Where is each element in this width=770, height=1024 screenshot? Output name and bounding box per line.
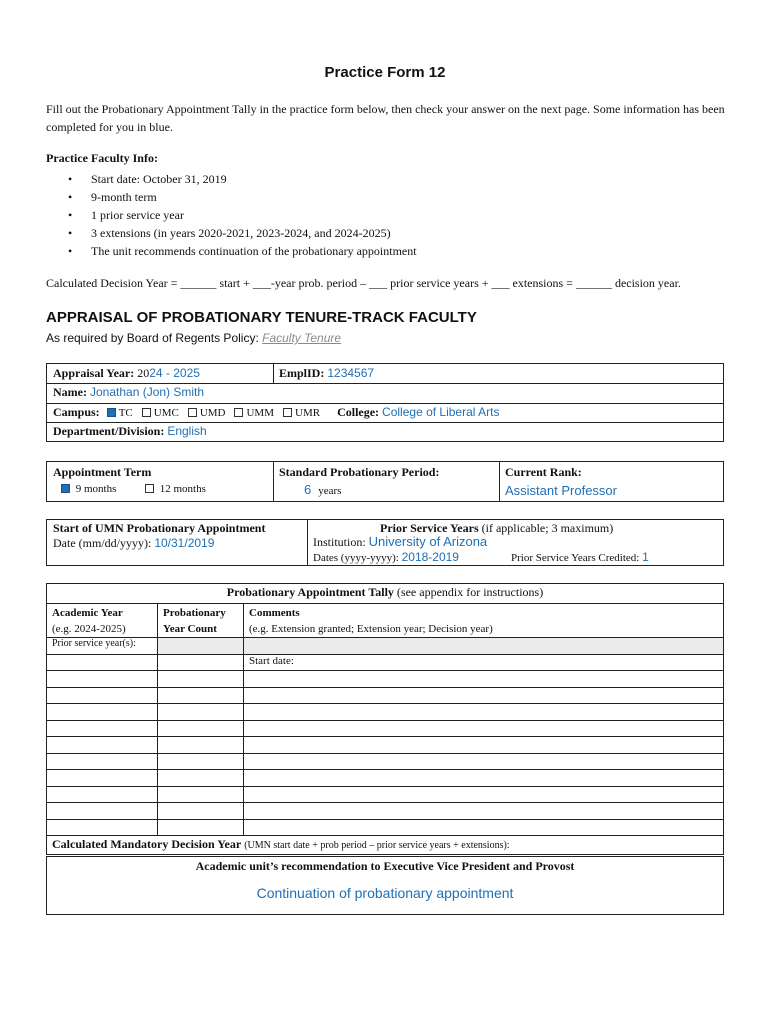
term-12-months-option[interactable]: 12 months (145, 483, 206, 495)
standard-period-value: 6 (304, 482, 312, 497)
table-cell[interactable] (158, 737, 244, 754)
credited-value: 1 (642, 550, 649, 564)
divider (499, 462, 500, 501)
current-rank-value[interactable]: Assistant Professor (505, 483, 617, 498)
faculty-info-list (46, 170, 417, 260)
table-cell[interactable] (244, 687, 724, 704)
table-row (47, 604, 724, 638)
appraisal-year-prefix: 20 (137, 366, 150, 380)
table-row (47, 770, 724, 787)
checkbox-icon[interactable] (188, 408, 197, 417)
policy-line (46, 331, 341, 345)
start-date-field[interactable] (53, 536, 214, 551)
column-header-year-count: Probationary Year Count (158, 604, 244, 638)
checkbox-checked-icon[interactable] (61, 484, 70, 493)
campus-label: Campus: (53, 405, 100, 419)
campus-field (53, 405, 499, 420)
table-cell[interactable] (158, 770, 244, 787)
faculty-tenure-link[interactable]: Faculty Tenure (262, 331, 342, 345)
checkbox-icon[interactable] (234, 408, 243, 417)
divider (47, 383, 723, 384)
table-row (47, 704, 724, 721)
table-row (47, 584, 724, 604)
table-cell[interactable] (47, 671, 158, 688)
campus-umr-option[interactable]: UMR (283, 407, 320, 419)
table-row (47, 737, 724, 754)
divider (47, 422, 723, 423)
table-cell[interactable] (158, 638, 244, 655)
prior-dates-field[interactable] (313, 550, 459, 564)
intro-paragraph: Fill out the Probationary Appointment Tally in the practice form below, then check your answer on the next page. Some information has been completed for you in blue. (46, 102, 725, 134)
divider (273, 364, 274, 383)
table-cell[interactable] (244, 704, 724, 721)
checkbox-icon[interactable] (283, 408, 292, 417)
table-cell[interactable] (158, 720, 244, 737)
table-row (47, 654, 724, 671)
page-title: Practice Form 12 (324, 64, 446, 81)
table-cell[interactable] (158, 803, 244, 820)
appointment-term-label: Appointment Term (53, 465, 152, 479)
table-cell[interactable] (244, 737, 724, 754)
table-cell[interactable] (158, 654, 244, 671)
institution-field[interactable] (313, 534, 487, 550)
table-cell[interactable] (158, 704, 244, 721)
table-cell[interactable] (47, 753, 158, 770)
column-header-comments: Comments (e.g. Extension granted; Extension year; Decision year) (244, 604, 724, 638)
institution-label: Institution: (313, 535, 366, 549)
prior-service-row-label: Prior service year(s): (47, 638, 158, 655)
checkbox-icon[interactable] (142, 408, 151, 417)
table-cell[interactable] (47, 786, 158, 803)
appraisal-year-value: 24 - 2025 (149, 366, 200, 380)
campus-umm-option[interactable]: UMM (234, 407, 274, 419)
start-date-comment[interactable]: Start date: (244, 654, 724, 671)
department-field[interactable] (53, 424, 207, 439)
calculated-mandatory-decision-year[interactable]: Calculated Mandatory Decision Year (UMN start date + prob period – prior service years + extensions): (47, 836, 724, 855)
current-rank-label: Current Rank: (505, 465, 582, 479)
table-row (47, 687, 724, 704)
table-cell[interactable] (158, 819, 244, 836)
college-label: College: (337, 405, 380, 419)
campus-umd-option[interactable]: UMD (188, 407, 226, 419)
table-cell[interactable] (244, 638, 724, 655)
prior-dates-label: Dates (yyyy-yyyy): (313, 552, 399, 564)
table-cell[interactable] (244, 803, 724, 820)
college-value[interactable]: College of Liberal Arts (382, 405, 500, 419)
list-item: • 1 prior service year (46, 206, 417, 224)
table-cell[interactable] (158, 786, 244, 803)
recommendation-heading: Academic unit’s recommendation to Executive Vice President and Provost (195, 859, 575, 873)
appraisal-info-box (46, 363, 724, 442)
table-row (47, 836, 724, 855)
table-row (47, 803, 724, 820)
prior-dates-value: 2018-2019 (401, 550, 459, 564)
table-cell[interactable] (158, 753, 244, 770)
appraisal-year-label: Appraisal Year: (53, 366, 135, 380)
table-cell[interactable] (47, 720, 158, 737)
tally-table (46, 583, 724, 855)
table-cell[interactable] (244, 671, 724, 688)
divider (47, 403, 723, 404)
table-cell[interactable] (47, 770, 158, 787)
institution-value: University of Arizona (368, 534, 488, 549)
start-date-label: Date (mm/dd/yyyy): (53, 536, 152, 550)
table-cell[interactable] (244, 720, 724, 737)
start-appointment-box (46, 519, 724, 566)
calculated-decision-year-line: Calculated Decision Year = ______ start + ___-year prob. period – ___ prior service years + ___ extensions = ______ decision year. (46, 276, 681, 290)
table-cell[interactable] (244, 753, 724, 770)
table-cell[interactable] (244, 786, 724, 803)
table-cell[interactable] (158, 687, 244, 704)
list-item: • 3 extensions (in years 2020-2021, 2023-2024, and 2024-2025) (46, 224, 417, 242)
tally-title: Probationary Appointment Tally (see appendix for instructions) (47, 584, 724, 604)
start-appointment-label: Start of UMN Probationary Appointment (53, 521, 266, 535)
table-row (47, 638, 724, 655)
standard-period-field[interactable] (304, 482, 341, 498)
table-row (47, 720, 724, 737)
checkbox-checked-icon[interactable] (107, 408, 116, 417)
table-cell[interactable] (47, 737, 158, 754)
table-cell[interactable] (47, 803, 158, 820)
name-value: Jonathan (Jon) Smith (89, 385, 205, 399)
term-9-months-option[interactable]: 9 months (61, 483, 116, 495)
checkbox-icon[interactable] (145, 484, 154, 493)
name-field[interactable] (53, 385, 204, 400)
table-row (47, 786, 724, 803)
campus-umc-option[interactable]: UMC (142, 407, 179, 419)
recommendation-value[interactable]: Continuation of probationary appointment (256, 885, 514, 901)
credited-label: Prior Service Years Credited: (511, 552, 640, 564)
divider (273, 462, 274, 501)
table-cell[interactable] (47, 704, 158, 721)
appraisal-year-field[interactable] (53, 366, 200, 381)
table-row (47, 671, 724, 688)
table-cell[interactable] (244, 770, 724, 787)
standard-period-label: Standard Probationary Period: (279, 465, 440, 479)
recommendation-box (46, 856, 724, 915)
table-row (47, 819, 724, 836)
table-cell[interactable] (47, 819, 158, 836)
campus-tc-option[interactable]: TC (107, 407, 133, 419)
table-cell[interactable] (244, 819, 724, 836)
list-item: • The unit recommends continuation of the probationary appointment (46, 242, 417, 260)
standard-period-unit: years (318, 485, 342, 497)
table-cell[interactable] (158, 671, 244, 688)
appraisal-heading: APPRAISAL OF PROBATIONARY TENURE-TRACK FACULTY (46, 309, 477, 326)
department-label: Department/Division: (53, 424, 165, 438)
appointment-box (46, 461, 724, 502)
start-date-value: 10/31/2019 (154, 536, 215, 550)
policy-prefix: As required by Board of Regents Policy: (46, 331, 263, 345)
prior-service-heading: Prior Service Years (if applicable; 3 maximum) (380, 521, 614, 535)
list-item: • 9-month term (46, 188, 417, 206)
department-value: English (167, 424, 207, 438)
divider (307, 520, 308, 565)
faculty-info-heading: Practice Faculty Info: (46, 151, 158, 165)
emplid-label: EmplID: (279, 366, 325, 380)
column-header-academic-year: Academic Year (e.g. 2024-2025) (47, 604, 158, 638)
emplid-field[interactable] (279, 366, 374, 381)
list-item: • Start date: October 31, 2019 (46, 170, 417, 188)
emplid-value: 1234567 (327, 366, 375, 380)
table-cell[interactable] (47, 654, 158, 671)
table-cell[interactable] (47, 687, 158, 704)
table-row (47, 753, 724, 770)
credited-field[interactable] (511, 550, 649, 564)
name-label: Name: (53, 385, 87, 399)
